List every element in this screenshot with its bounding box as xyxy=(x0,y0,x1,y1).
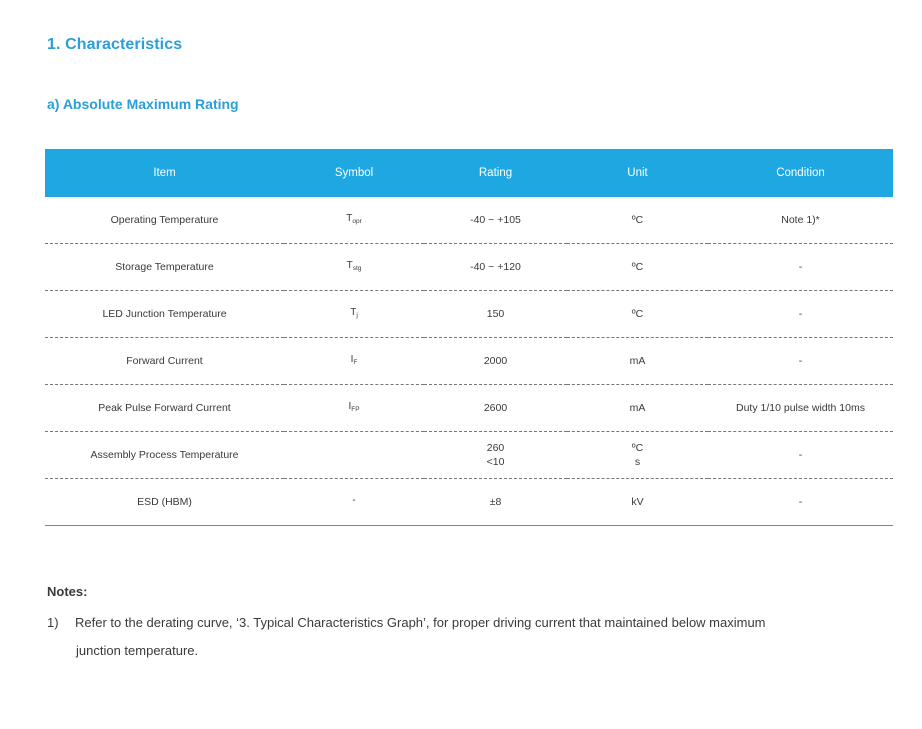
subsection-title: a) Absolute Maximum Rating xyxy=(47,96,239,112)
rating-value: 260 xyxy=(486,442,505,454)
table-row xyxy=(45,244,893,291)
cell-symbol xyxy=(284,197,424,244)
notes-title: Notes: xyxy=(47,584,88,599)
cell-symbol xyxy=(284,244,424,291)
unit-value: s xyxy=(634,456,641,468)
note-item xyxy=(47,609,847,665)
header-symbol: Symbol xyxy=(284,149,424,197)
symbol-main: T xyxy=(346,213,353,224)
symbol-subscript: stg xyxy=(352,265,362,272)
rating-value: 150 xyxy=(486,308,505,320)
symbol-main: T xyxy=(346,260,353,271)
cell-item: Operating Temperature xyxy=(45,197,284,244)
header-condition: Condition xyxy=(708,149,893,197)
table-row xyxy=(45,291,893,338)
unit-value: kV xyxy=(631,496,644,508)
cell-condition: - xyxy=(708,479,893,526)
note-text-line1: Refer to the derating curve, ‘3. Typical Characteristics Graph’, for proper driving current that maintained below maximum xyxy=(75,615,766,630)
rating-value: -40 ~ +105 xyxy=(470,214,521,226)
unit-value: mA xyxy=(629,402,646,414)
symbol-subscript: opr xyxy=(352,218,362,225)
cell-condition: - xyxy=(708,432,893,479)
cell-item: LED Junction Temperature xyxy=(45,291,284,338)
unit-value: ºC xyxy=(631,261,644,273)
absolute-maximum-rating-table xyxy=(45,149,893,526)
rating-value: 2000 xyxy=(483,355,508,367)
cell-rating xyxy=(424,432,567,479)
cell-item: Forward Current xyxy=(45,338,284,385)
cell-rating xyxy=(424,338,567,385)
cell-item: Peak Pulse Forward Current xyxy=(45,385,284,432)
table-row xyxy=(45,385,893,432)
unit-value: ºC xyxy=(631,214,644,226)
cell-rating xyxy=(424,479,567,526)
cell-symbol xyxy=(284,338,424,385)
note-number: 1) xyxy=(47,615,59,630)
header-rating: Rating xyxy=(424,149,567,197)
rating-value: <10 xyxy=(486,456,505,468)
cell-unit xyxy=(567,338,708,385)
rating-value: -40 ~ +120 xyxy=(470,261,521,273)
cell-condition: - xyxy=(708,244,893,291)
cell-unit xyxy=(567,479,708,526)
symbol-main: T xyxy=(350,307,357,318)
cell-condition: - xyxy=(708,291,893,338)
unit-value: ºC xyxy=(631,308,644,320)
table-row xyxy=(45,432,893,479)
cell-symbol xyxy=(284,385,424,432)
cell-condition: - xyxy=(708,338,893,385)
cell-unit xyxy=(567,244,708,291)
unit-value: ºC xyxy=(631,442,644,454)
cell-symbol xyxy=(284,479,424,526)
cell-rating xyxy=(424,385,567,432)
cell-symbol xyxy=(284,432,424,479)
header-unit: Unit xyxy=(567,149,708,197)
symbol-main: I xyxy=(350,354,354,365)
unit-value: mA xyxy=(629,355,646,367)
cell-item: Storage Temperature xyxy=(45,244,284,291)
table-row xyxy=(45,197,893,244)
header-item: Item xyxy=(45,149,284,197)
section-title: 1. Characteristics xyxy=(47,36,183,53)
cell-unit xyxy=(567,385,708,432)
cell-unit xyxy=(567,291,708,338)
table-row xyxy=(45,338,893,385)
cell-condition: Duty 1/10 pulse width 10ms xyxy=(708,385,893,432)
symbol-main: - xyxy=(352,495,356,506)
cell-rating xyxy=(424,244,567,291)
cell-item: ESD (HBM) xyxy=(45,479,284,526)
cell-rating xyxy=(424,197,567,244)
table-row xyxy=(45,479,893,526)
cell-unit xyxy=(567,432,708,479)
note-text-line2: junction temperature. xyxy=(76,643,199,658)
symbol-subscript: j xyxy=(356,312,358,319)
symbol-subscript: F xyxy=(353,359,358,366)
symbol-subscript: FP xyxy=(351,406,360,413)
table-header-row xyxy=(45,149,893,197)
cell-item: Assembly Process Temperature xyxy=(45,432,284,479)
symbol-main: I xyxy=(348,401,352,412)
cell-unit xyxy=(567,197,708,244)
cell-symbol xyxy=(284,291,424,338)
cell-rating xyxy=(424,291,567,338)
rating-value: ±8 xyxy=(489,496,502,508)
rating-value: 2600 xyxy=(483,402,508,414)
cell-condition: Note 1)* xyxy=(708,197,893,244)
